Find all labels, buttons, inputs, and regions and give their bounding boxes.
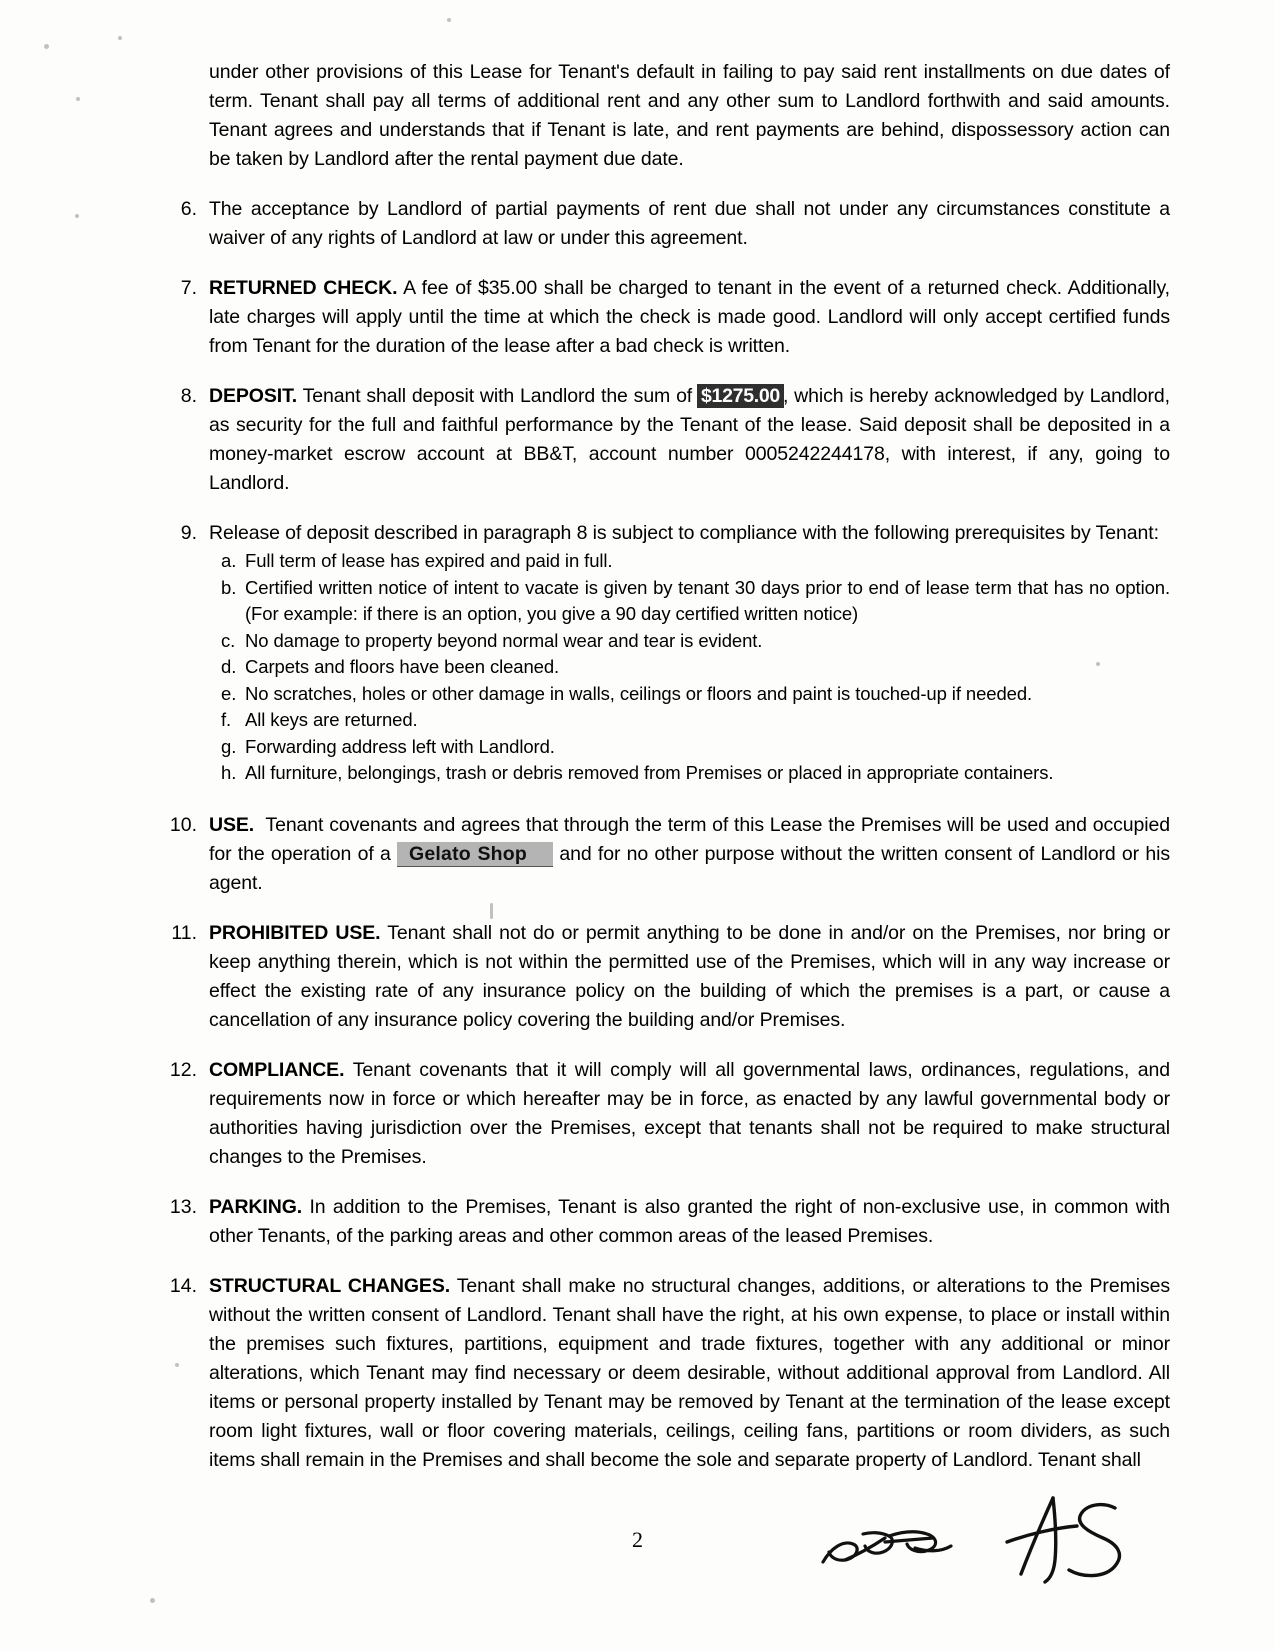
paragraph-12-compliance — [165, 1056, 1170, 1172]
list-item-label: a. — [221, 550, 237, 571]
paragraph-number: 9. — [180, 522, 197, 544]
list-item-text: No scratches, holes or other damage in walls, ceilings or floors and paint is touched-up if needed. — [245, 682, 1033, 704]
scan-artifact — [150, 1598, 155, 1603]
document-body — [165, 58, 1170, 1496]
scan-artifact — [118, 36, 122, 40]
paragraph-text — [209, 1056, 1170, 1172]
list-item — [209, 681, 1170, 708]
list-item — [209, 575, 1170, 628]
list-item-label: d. — [221, 656, 237, 677]
list-item-text: All keys are returned. — [245, 709, 418, 730]
list-item-text: Certified written notice of intent to vacate is given by tenant 30 days prior to end of lease term that has no option. (For example: if there is an option, you give a 90 day certified written notice) — [245, 576, 1170, 624]
paragraph-11-prohibited-use — [165, 919, 1170, 1035]
paragraph-heading: PROHIBITED USE. — [209, 921, 381, 944]
paragraph-heading: RETURNED CHECK. — [209, 277, 398, 299]
list-item — [209, 760, 1170, 787]
paragraph-text — [209, 382, 1170, 498]
paragraph-text — [209, 1193, 1170, 1251]
prerequisites-list — [209, 548, 1170, 787]
scan-artifact — [44, 44, 49, 49]
permitted-use-field: Gelato Shop — [397, 842, 553, 867]
paragraph-body-text: Tenant shall not do or permit anything to be done in and/or on the Premises, nor bring or keep anything therein, which is not within the permitted use of the Premises, which will in any way increase or effect the existing rate of any insurance policy on the building of which the premises is a part, or cause a cancellation of any insurance policy covering the building and/or Premises. — [209, 921, 1171, 1031]
paragraph-body-text-after: and for no other purpose without the written consent of Landlord or his agent. — [209, 842, 1170, 894]
paragraph-13-parking — [165, 1193, 1170, 1251]
list-item-label: b. — [221, 576, 237, 598]
page-number: 2 — [632, 1527, 643, 1552]
list-item — [209, 654, 1170, 681]
paragraph-text — [209, 1272, 1170, 1475]
scan-artifact — [76, 97, 80, 101]
list-item-text: Forwarding address left with Landlord. — [245, 735, 555, 757]
paragraph-number: 11. — [171, 921, 197, 944]
paragraph-heading: STRUCTURAL CHANGES. — [209, 1274, 451, 1297]
paragraph-body-text: Tenant covenants that it will comply will all governmental laws, ordinances, regulations, and requirements now in force or which hereafter may be in force, as enacted by any lawful governmental body or authorities having jurisdiction over the Premises, except that tenants shall not be required to make structural changes to the Premises. — [209, 1058, 1170, 1168]
tenant-initials-mark — [823, 1532, 951, 1562]
list-item — [209, 628, 1170, 655]
paragraph-text — [209, 811, 1170, 898]
paragraph-number: 7. — [180, 277, 197, 299]
landlord-initials-mark — [1007, 1498, 1119, 1582]
paragraph-number: 6. — [180, 198, 197, 220]
list-item-label: f. — [221, 709, 232, 730]
paragraph-number: 13. — [169, 1195, 197, 1218]
paragraph-number: 12. — [169, 1058, 197, 1081]
paragraph-text: under other provisions of this Lease for Tenant's default in failing to pay said rent installments on due dates of term. Tenant shall pay all terms of additional rent and any other sum to Landlord forthwith and said amounts. Tenant agrees and understands that if Tenant is late, and rent payments are behind, dispossessory action can be taken by Landlord after the rental payment due date. — [209, 61, 1170, 170]
paragraph-text: The acceptance by Landlord of partial payments of rent due shall not under any circumstances constitute a waiver of any rights of Landlord at law or under this agreement. — [209, 198, 1170, 249]
list-item-label: c. — [221, 629, 236, 651]
list-item — [209, 548, 1170, 575]
deposit-amount-field: $1275.00 — [698, 385, 783, 407]
paragraph-text — [209, 919, 1170, 1035]
paragraph-10-use — [165, 811, 1170, 898]
paragraph-number: 8. — [180, 385, 197, 407]
paragraph-heading: PARKING. — [209, 1195, 303, 1218]
paragraph-6 — [165, 195, 1170, 253]
paragraph-text — [209, 274, 1170, 361]
list-item — [209, 707, 1170, 734]
scan-artifact — [75, 214, 79, 218]
paragraph-number: 10. — [169, 813, 197, 836]
paragraph-heading: COMPLIANCE. — [209, 1058, 345, 1081]
paragraph-number: 14. — [169, 1274, 197, 1297]
list-item-label: h. — [221, 762, 237, 783]
paragraph-continuation — [165, 58, 1170, 174]
list-item-text: Carpets and floors have been cleaned. — [245, 656, 560, 677]
paragraph-body-text: Release of deposit described in paragraph 8 is subject to compliance with the following prerequisites by Tenant: — [209, 522, 1159, 544]
paragraph-7-returned-check — [165, 274, 1170, 361]
paragraph-heading: USE. — [209, 813, 255, 836]
scan-artifact — [447, 18, 451, 22]
list-item — [209, 734, 1170, 761]
list-item-text: Full term of lease has expired and paid in full. — [245, 550, 613, 571]
paragraph-body-text: Tenant covenants and agrees that through the term of this Lease the Premises will be used and occupied for the operation of a — [209, 813, 1170, 865]
paragraph-body-text: Tenant shall deposit with Landlord the sum of — [302, 385, 693, 407]
paragraph-8-deposit — [165, 382, 1170, 498]
paragraph-14-structural-changes — [165, 1272, 1170, 1475]
list-item-label: e. — [221, 682, 237, 704]
paragraph-body-text: A fee of $35.00 shall be charged to tenant in the event of a returned check. Additionally, late charges will apply until the time at which the check is made good. Landlord will only accept certified funds from Tenant for the duration of the lease after a bad check is written. — [209, 277, 1170, 357]
list-item-text: No damage to property beyond normal wear and tear is evident. — [245, 629, 763, 651]
list-item-label: g. — [221, 735, 237, 757]
paragraph-heading: DEPOSIT. — [209, 385, 298, 407]
paragraph-text — [209, 519, 1170, 787]
paragraph-body-text: Tenant shall make no structural changes, additions, or alterations to the Premises without the written consent of Landlord. Tenant shall have the right, at his own expense, to place or install within the premises such fixtures, partitions, equipment and trade fixtures, together with any additional or minor alterations, which Tenant may find necessary or deem desirable, without additional approval from Landlord. All items or personal property installed by Tenant may be removed by Tenant at the termination of the lease except room light fixtures, wall or floor covering materials, ceilings, ceiling fans, partitions or room dividers, as such items shall remain in the Premises and shall become the sole and separate property of Landlord. Tenant shall — [209, 1274, 1170, 1471]
paragraph-body-text-after: , which is hereby acknowledged by Landlord, as security for the full and faithful performance by the Tenant of the lease. Said deposit shall be deposited in a money-market escrow account at BB&T, account number 0005242244178, with interest, if any, going to Landlord. — [209, 385, 1170, 494]
paragraph-body-text: In addition to the Premises, Tenant is also granted the right of non-exclusive use, in common with other Tenants, of the parking areas and other common areas of the leased Premises. — [209, 1195, 1170, 1247]
paragraph-9-deposit-release — [165, 519, 1170, 787]
list-item-text: All furniture, belongings, trash or debris removed from Premises or placed in appropriate containers. — [245, 762, 1054, 783]
signature-initials-block — [815, 1490, 1145, 1600]
